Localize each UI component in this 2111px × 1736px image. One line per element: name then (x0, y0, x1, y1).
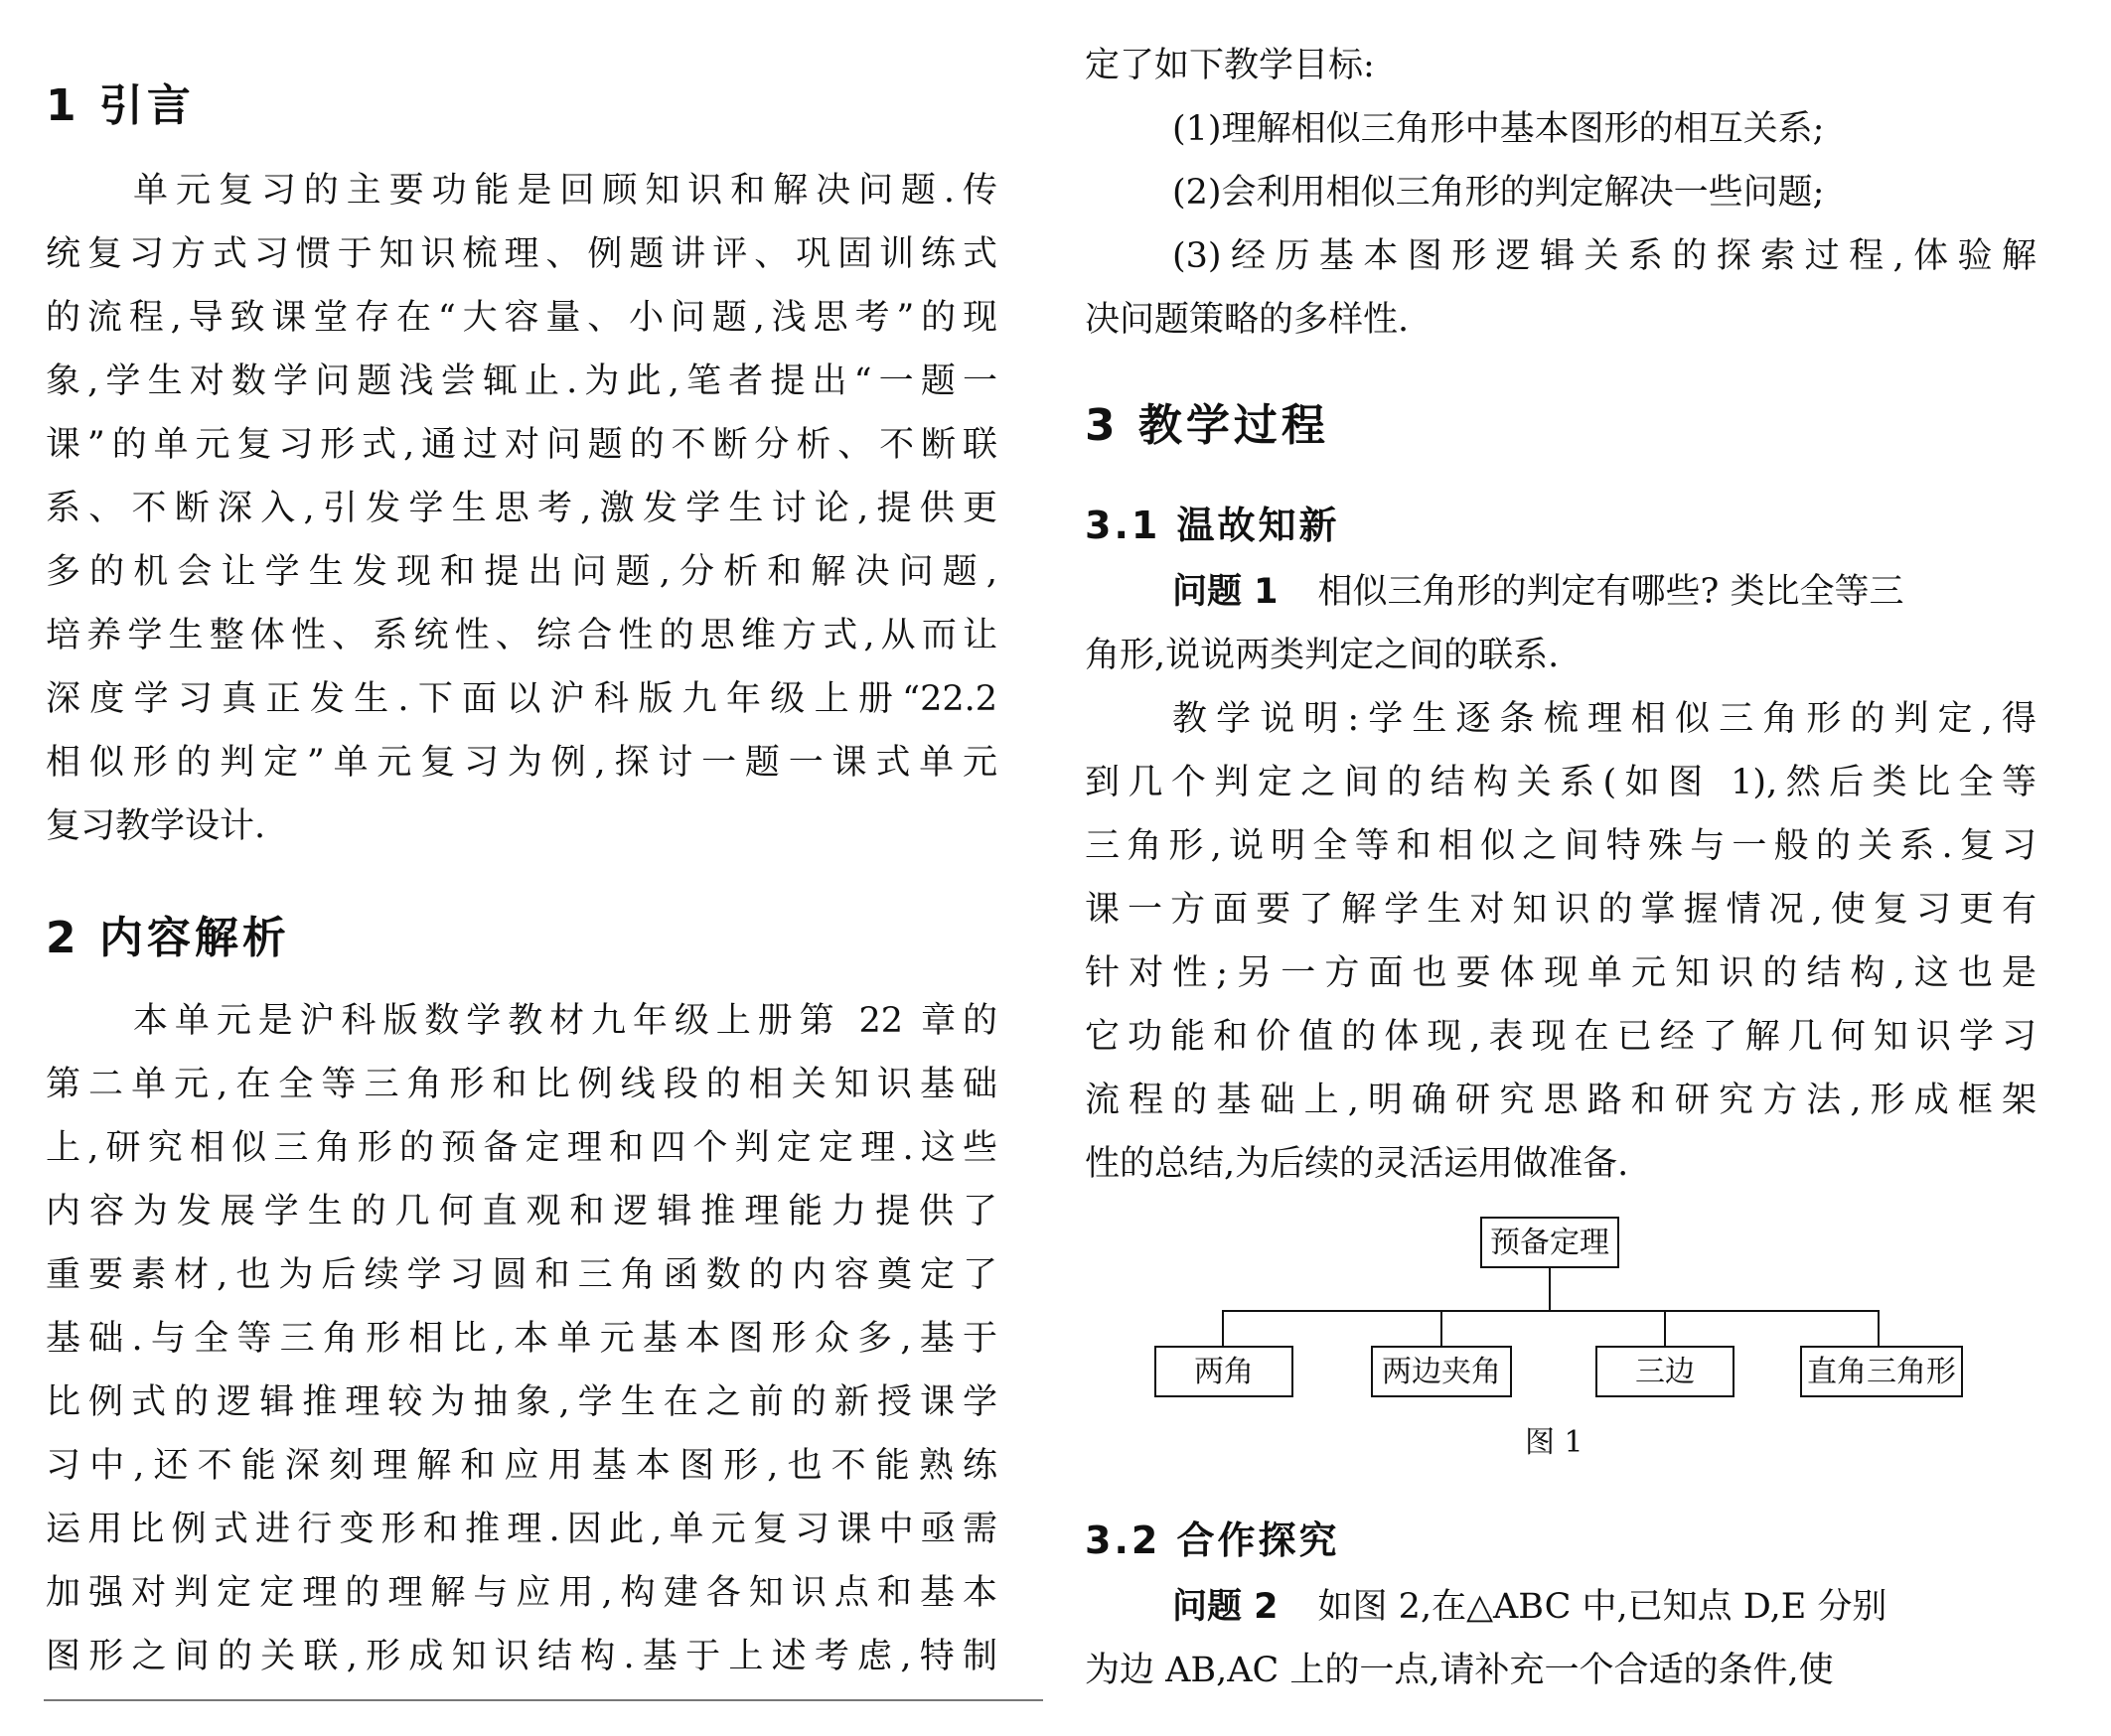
footnote-rule (44, 1699, 1043, 1701)
tree-connector (1549, 1268, 1551, 1312)
paragraph-line: 相似形的判定”单元复习为例,探讨一题一课式单元 (46, 743, 997, 783)
paragraph-line: 第二单元,在全等三角形和比例线段的相关知识基础 (46, 1065, 997, 1104)
tree-connector (1664, 1310, 1666, 1348)
question-1-line-2: 角形,说说两类判定之间的联系. (1085, 636, 1560, 675)
paragraph-line: 单元复习的主要功能是回顾知识和解决问题.传 (133, 171, 997, 211)
paragraph-line: 重要素材,也为后续学习圆和三角函数的内容奠定了 (46, 1255, 997, 1295)
paragraph-line: 象,学生对数学问题浅尝辄止.为此,笔者提出“一题一 (46, 362, 997, 401)
paragraph-line: 内容为发展学生的几何直观和逻辑推理能力提供了 (46, 1192, 997, 1231)
section-2-heading: 2 内容解析 (46, 913, 290, 963)
section-3-1-heading: 3.1 温故知新 (1085, 504, 1340, 547)
goal-item: (2)会利用相似三角形的判定解决一些问题; (1172, 173, 1825, 213)
paragraph-line: 流程的基础上,明确研究思路和研究方法,形成框架 (1085, 1081, 2036, 1120)
figure-1-tree-diagram (1142, 1217, 1977, 1465)
paragraph-line: 复习教学设计. (46, 806, 266, 846)
paragraph-line: 的流程,导致课堂存在“大容量、小问题,浅思考”的现 (46, 298, 997, 338)
question-2-line (1085, 1585, 2036, 1629)
paragraph-line: 课一方面要了解学生对知识的掌握情况,使复习更有 (1085, 890, 2036, 930)
section-3-2-heading: 3.2 合作探究 (1085, 1519, 1340, 1562)
tree-root-box: 预备定理 (1480, 1217, 1619, 1268)
tree-connector (1222, 1310, 1878, 1312)
paragraph-line: 针对性;另一方面也要体现单元知识的结构,这也是 (1085, 953, 2036, 993)
paragraph-line: 统复习方式习惯于知识梳理、例题讲评、巩固训练式 (46, 234, 997, 274)
paragraph-line: 加强对判定定理的理解与应用,构建各知识点和基本 (46, 1573, 997, 1613)
paragraph-line: 图形之间的关联,形成知识结构.基于上述考虑,特制 (46, 1637, 997, 1676)
paragraph-line: 习中,还不能深刻理解和应用基本图形,也不能熟练 (46, 1446, 997, 1486)
paragraph-line: 它功能和价值的体现,表现在已经了解几何知识学习 (1085, 1017, 2036, 1057)
continued-line: 定了如下教学目标: (1085, 46, 1375, 85)
paragraph-line: 系、不断深入,引发学生思考,激发学生讨论,提供更 (46, 489, 997, 528)
tree-child-box: 两角 (1154, 1346, 1293, 1397)
figure-caption: 图 1 (1525, 1425, 1583, 1460)
question-1-text: 相似三角形的判定有哪些? 类比全等三 (1317, 572, 1904, 612)
question-1-label: 问题 1 (1172, 572, 1279, 612)
paragraph-line: 三角形,说明全等和相似之间特殊与一般的关系.复习 (1085, 826, 2036, 866)
section-3-heading: 3 教学过程 (1085, 400, 1329, 451)
paragraph-line: 教学说明:学生逐条梳理相似三角形的判定,得 (1172, 699, 2036, 739)
paragraph-line: 培养学生整体性、系统性、综合性的思维方式,从而让 (46, 616, 997, 655)
paragraph-line: 运用比例式进行变形和推理.因此,单元复习课中亟需 (46, 1510, 997, 1549)
paragraph-line: 性的总结,为后续的灵活运用做准备. (1085, 1144, 1629, 1184)
tree-connector (1878, 1310, 1880, 1348)
question-1-line (1085, 570, 2036, 614)
tree-child-box: 直角三角形 (1800, 1346, 1963, 1397)
goal-item: (1)理解相似三角形中基本图形的相互关系; (1172, 109, 1825, 149)
tree-child-box: 两边夹角 (1371, 1346, 1512, 1397)
goal-item: 决问题策略的多样性. (1085, 300, 1410, 340)
paragraph-line: 比例式的逻辑推理较为抽象,学生在之前的新授课学 (46, 1382, 997, 1422)
paragraph-line: 上,研究相似三角形的预备定理和四个判定定理.这些 (46, 1128, 997, 1168)
tree-connector (1440, 1310, 1442, 1348)
goal-item: (3)经历基本图形逻辑关系的探索过程,体验解 (1172, 236, 2036, 276)
paragraph-line: 深度学习真正发生.下面以沪科版九年级上册“22.2 (46, 679, 997, 719)
question-2-label: 问题 2 (1172, 1587, 1279, 1627)
question-2-line-2: 为边 AB,AC 上的一点,请补充一个合适的条件,使 (1085, 1651, 1834, 1690)
section-1-heading: 1 引言 (46, 80, 195, 131)
tree-connector (1222, 1310, 1224, 1348)
paragraph-line: 基础.与全等三角形相比,本单元基本图形众多,基于 (46, 1319, 997, 1359)
paragraph-line: 到几个判定之间的结构关系(如图 1),然后类比全等 (1085, 763, 2036, 802)
paragraph-line: 多的机会让学生发现和提出问题,分析和解决问题, (46, 552, 997, 592)
paragraph-line: 课”的单元复习形式,通过对问题的不断分析、不断联 (46, 425, 997, 465)
question-2-text: 如图 2,在△ABC 中,已知点 D,E 分别 (1317, 1587, 1887, 1627)
paragraph-line: 本单元是沪科版数学教材九年级上册第 22 章的 (133, 1001, 997, 1041)
tree-child-box: 三边 (1595, 1346, 1734, 1397)
